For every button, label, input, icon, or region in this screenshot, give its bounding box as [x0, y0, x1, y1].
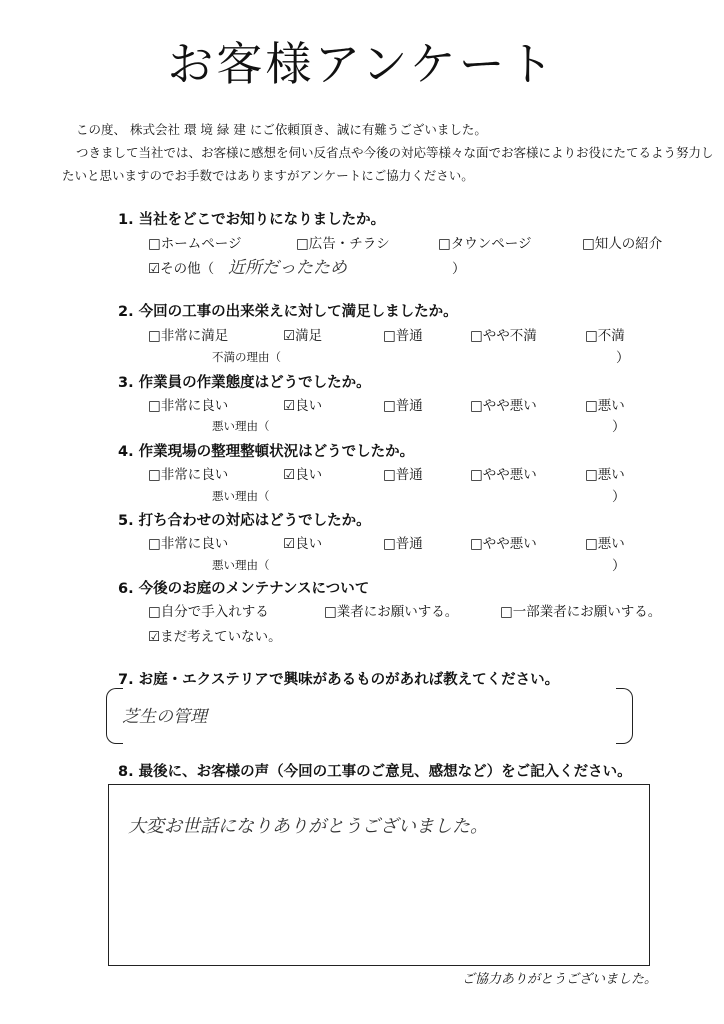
question-2: 2. 今回の工事の出来栄えに対して満足しましたか。 — [118, 304, 458, 320]
q3-option-somewhat-bad[interactable]: □やや悪い — [470, 398, 537, 414]
question-5: 5. 打ち合わせの対応はどうでしたか。 — [118, 513, 371, 529]
q4-option-very-good[interactable]: □非常に良い — [148, 467, 229, 483]
intro-line-3: たいと思いますのでお手数ではありますがアンケートにご協力ください。 — [62, 168, 474, 183]
q1-option-townpage[interactable]: □タウンページ — [438, 236, 532, 252]
q2-option-dissatisfied[interactable]: □不満 — [585, 328, 625, 344]
q1-other-handwritten: 近所だったため — [228, 258, 347, 278]
q1-option-homepage[interactable]: □ホームページ — [148, 236, 242, 252]
q5-option-normal[interactable]: □普通 — [383, 536, 423, 552]
q5-option-good[interactable]: ☑良い — [283, 536, 323, 552]
question-6: 6. 今後のお庭のメンテナンスについて — [118, 581, 370, 597]
q6-option-self[interactable]: □自分で手入れする — [148, 604, 269, 620]
q3-option-normal[interactable]: □普通 — [383, 398, 423, 414]
q5-option-somewhat-bad[interactable]: □やや悪い — [470, 536, 537, 552]
q2-reason-label: 不満の理由（ — [212, 350, 281, 364]
q2-option-satisfied[interactable]: ☑満足 — [283, 328, 323, 344]
q2-paren-close: ） — [616, 350, 630, 366]
q5-paren-close: ） — [612, 558, 626, 574]
q2-option-somewhat-dissatisfied[interactable]: □やや不満 — [470, 328, 537, 344]
q3-reason-label: 悪い理由（ — [212, 419, 270, 433]
footer-thanks: ご協力ありがとうございました。 — [462, 972, 658, 987]
q2-option-very-satisfied[interactable]: □非常に満足 — [148, 328, 229, 344]
page-title: お客様アンケート — [167, 37, 557, 91]
q3-option-good[interactable]: ☑良い — [283, 398, 323, 414]
q8-answer-handwritten: 大変お世話になりありがとうございました。 — [128, 816, 488, 837]
q7-bracket-left — [106, 688, 123, 744]
q7-answer-handwritten[interactable]: 芝生の管理 — [122, 707, 207, 727]
q6-option-partial-contractor[interactable]: □一部業者にお願いする。 — [500, 604, 662, 620]
q2-option-normal[interactable]: □普通 — [383, 328, 423, 344]
q4-option-good[interactable]: ☑良い — [283, 467, 323, 483]
question-1: 1. 当社をどこでお知りになりましたか。 — [118, 212, 386, 228]
q3-paren-close: ） — [612, 419, 626, 435]
question-8: 8. 最後に、お客様の声（今回の工事のご意見、感想など）をご記入ください。 — [118, 764, 632, 780]
q4-option-bad[interactable]: □悪い — [585, 467, 625, 483]
q4-paren-close: ） — [612, 489, 626, 505]
q5-option-bad[interactable]: □悪い — [585, 536, 625, 552]
q3-option-very-good[interactable]: □非常に良い — [148, 398, 229, 414]
question-3: 3. 作業員の作業態度はどうでしたか。 — [118, 375, 371, 391]
q1-option-flyer[interactable]: □広告・チラシ — [296, 236, 390, 252]
q5-option-very-good[interactable]: □非常に良い — [148, 536, 229, 552]
q3-option-bad[interactable]: □悪い — [585, 398, 625, 414]
q6-option-contractor[interactable]: □業者にお願いする。 — [324, 604, 459, 620]
question-4: 4. 作業現場の整理整頓状況はどうでしたか。 — [118, 444, 415, 460]
q6-option-undecided[interactable]: ☑まだ考えていない。 — [148, 629, 282, 645]
question-7: 7. お庭・エクステリアで興味があるものがあれば教えてください。 — [118, 672, 560, 688]
q4-option-somewhat-bad[interactable]: □やや悪い — [470, 467, 537, 483]
q4-option-normal[interactable]: □普通 — [383, 467, 423, 483]
intro-line-1: この度、 株式会社 環 境 緑 建 にご依頼頂き、誠に有難うございました。 — [76, 122, 487, 137]
q1-paren-close: ） — [452, 261, 466, 277]
q1-option-referral[interactable]: □知人の紹介 — [582, 236, 663, 252]
q1-option-other[interactable]: ☑その他（ — [148, 261, 215, 277]
q4-reason-label: 悪い理由（ — [212, 489, 270, 503]
q7-bracket-right — [616, 688, 633, 744]
q5-reason-label: 悪い理由（ — [212, 558, 270, 572]
intro-line-2: つきまして当社では、お客様に感想を伺い反省点や今後の対応等様々な面でお客様によりお役にたてるよう努力し — [76, 145, 714, 160]
